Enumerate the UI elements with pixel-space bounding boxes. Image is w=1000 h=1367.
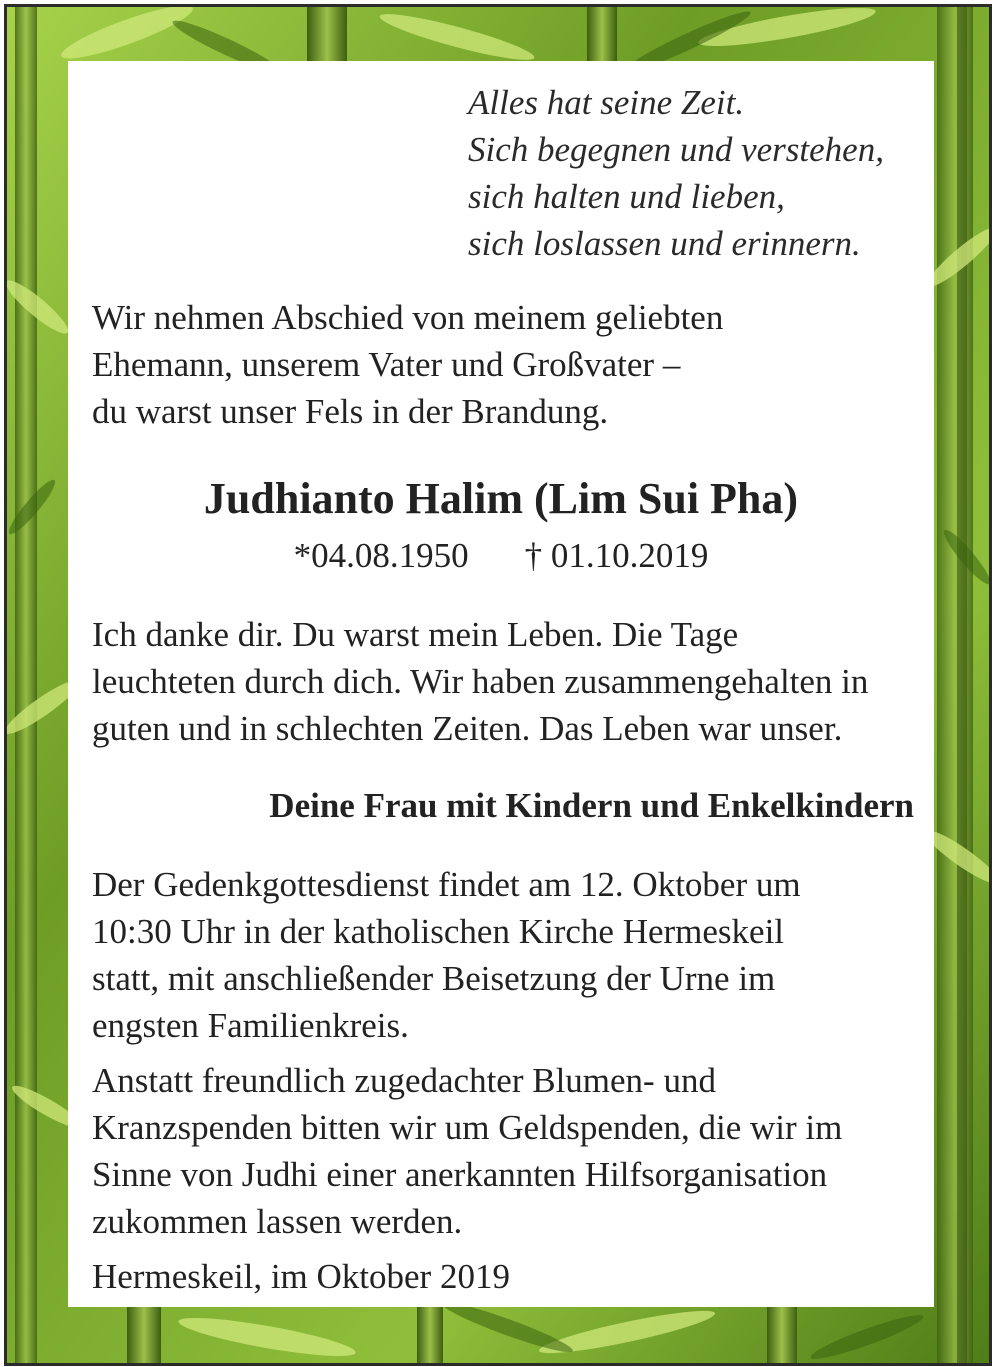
text-line: Ich danke dir. Du warst mein Leben. Die Tage (92, 615, 739, 654)
obituary-frame (4, 4, 992, 1366)
text-line: engsten Familienkreis. (92, 1006, 409, 1045)
text-line: du warst unser Fels in der Brandung. (92, 392, 609, 431)
donation-notice (92, 1057, 842, 1245)
text-line: 10:30 Uhr in der katholischen Kirche Hermeskeil (92, 912, 785, 951)
text-line: statt, mit anschließender Beisetzung der Urne im (92, 959, 776, 998)
quote-line: Alles hat seine Zeit. (468, 83, 745, 122)
text-line: Der Gedenkgottesdienst findet am 12. Oktober um (92, 865, 801, 904)
farewell-paragraph (92, 294, 723, 435)
text-line: Kranzspenden bitten wir um Geldspenden, die wir im (92, 1108, 843, 1147)
death-date: † 01.10.2019 (524, 536, 709, 575)
quote-line: sich halten und lieben, (468, 177, 785, 216)
deceased-name: Judhianto Halim (Lim Sui Pha) (203, 474, 799, 523)
text-line: zukommen lassen werden. (92, 1202, 463, 1241)
text-line: guten und in schlechten Zeiten. Das Leben war unser. (92, 709, 843, 748)
birth-date: *04.08.1950 (293, 536, 469, 575)
quote-line: sich loslassen und erinnern. (468, 224, 861, 263)
text-line: Wir nehmen Abschied von meinem geliebten (92, 298, 724, 337)
obituary-text-panel (68, 61, 934, 1307)
life-dates (68, 533, 934, 579)
thanks-paragraph (92, 611, 868, 752)
service-notice (92, 861, 801, 1049)
text-line: Ehemann, unserem Vater und Großvater – (92, 345, 681, 384)
quote-line: Sich begegnen und verstehen, (468, 130, 884, 169)
text-line: Anstatt freundlich zugedachter Blumen- und (92, 1061, 716, 1100)
poem-quote (468, 79, 884, 267)
text-line: leuchteten durch dich. Wir haben zusammengehalten in (92, 662, 869, 701)
text-line: Hermeskeil, im Oktober 2019 (92, 1257, 510, 1296)
place-and-date (92, 1253, 510, 1300)
mourners-signature: Deine Frau mit Kindern und Enkelkindern (269, 786, 914, 825)
text-line: Sinne von Judhi einer anerkannten Hilfsorganisation (92, 1155, 828, 1194)
